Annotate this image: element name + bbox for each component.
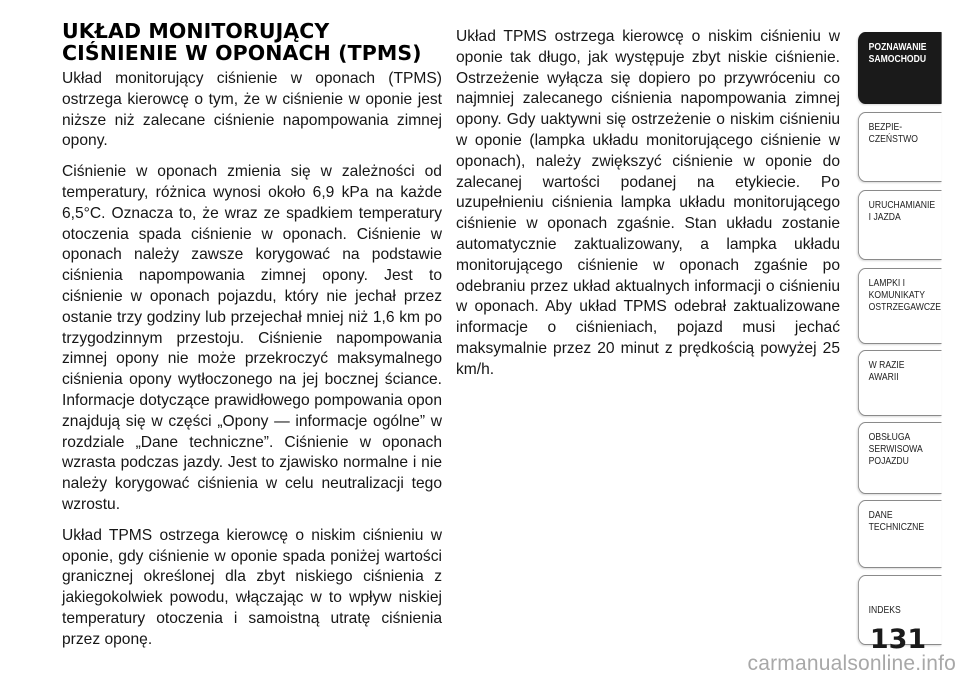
page-number: 131 (869, 624, 927, 655)
tab-poznawanie-samochodu[interactable]: POZNAWANIE SAMOCHODU (858, 32, 942, 104)
tab-indeks[interactable]: INDEKS (858, 575, 942, 645)
paragraph: Układ TPMS ostrzega kierowcę o niskim ciśnieniu w oponie, gdy ciśnienie w oponie spada poniżej wartości granicznej określonej dla zbyt niskiego ciśnienia z jakiegokolwiek powodu, włączając w to wpływ niskiej temperatury otoczenia i samoistną utratę ciśnienia przez oponę. (62, 526, 442, 648)
paragraph: Układ TPMS ostrzega kierowcę o niskim ciśnieniu w oponie tak długo, jak występuje zbyt niskie ciśnienie. Ostrzeżenie wyłącza się dopiero po przywróceniu co najmniej zalecanego ciśnienia napompowania zimnej opony. Gdy uaktywni się ostrzeżenie o niskim ciśnieniu w oponie (lampka układu monitorującego ciśnienie w oponach), należy zwiększyć ciśnienie w oponie do zalecanej wartości podanej na etykiecie. Po uzupełnieniu ciśnienia lampka układu monitorującego ciśnienie w oponach zgaśnie. Stan układu zostanie automatycznie zaktualizowany, a lampka układu monitorującego ciśnienie w oponach zgaśnie po odebraniu przez układ aktualnych informacji o ciśnieniu w oponach. Aby układ TPMS odebrał zaktualizowane informacje o ciśnieniach, pojazd musi jechać maksymalnie przez 20 minut z prędkością powyżej 25 km/h. (456, 28, 840, 378)
right-text-column (456, 27, 840, 391)
tab-bezpieczenstwo[interactable]: BEZPIE- CZEŃSTWO (858, 112, 942, 182)
paragraph: Układ monitorujący ciśnienie w oponach (TPMS) ostrzega kierowcę o tym, że w ciśnienie w oponie jest niższe niż zalecane ciśnienie napompowania zimnej opony. (62, 70, 442, 150)
tab-w-razie-awarii[interactable]: W RAZIE AWARII (858, 350, 942, 416)
left-text-column (62, 69, 442, 661)
tab-lampki-i-komunikaty[interactable]: LAMPKI I KOMUNIKATY OSTRZEGAWCZE (858, 268, 942, 344)
tab-obsluga-serwisowa[interactable]: OBSŁUGA SERWISOWA POJAZDU (858, 422, 942, 494)
tab-dane-techniczne[interactable]: DANE TECHNICZNE (858, 500, 942, 568)
paragraph: Ciśnienie w oponach zmienia się w zależności od temperatury, różnica wynosi około 6,9 kPa na każde 6,5°C. Oznacza to, że wraz ze spadkiem temperatury otoczenia spada ciśnienie w oponach. Ciśnienie w oponach należy zawsze korygować na podstawie ciśnienia napompowania zimnej opony. Jest to ciśnienie w oponach pojazdu, który nie jechał przez ostanie trzy godziny lub przejechał mniej niż 1,6 km po trzygodzinnym przestoju. Ciśnienie napompowania zimnej opony nie może przekroczyć maksymalnego ciśnienia opony wytłoczonego na jej bocznej ściance. Informacje dotyczące prawidłowego pompowania opon znajdują się w części „Opony — informacje ogólne” w rozdziale „Dane techniczne”. Ciśnienie w oponach wzrasta podczas jazdy. Jest to zjawisko normalne i nie należy korygować ciśnienia w celu neutralizacji tego wzrostu. (62, 163, 442, 513)
section-heading: UKŁAD MONITORUJĄCY CIŚNIENIE W OPONACH (TPMS) (62, 19, 422, 65)
tab-uruchamianie-i-jazda[interactable]: URUCHAMIANIE I JAZDA (858, 190, 942, 260)
watermark: carmanualsonline.info (747, 652, 956, 675)
